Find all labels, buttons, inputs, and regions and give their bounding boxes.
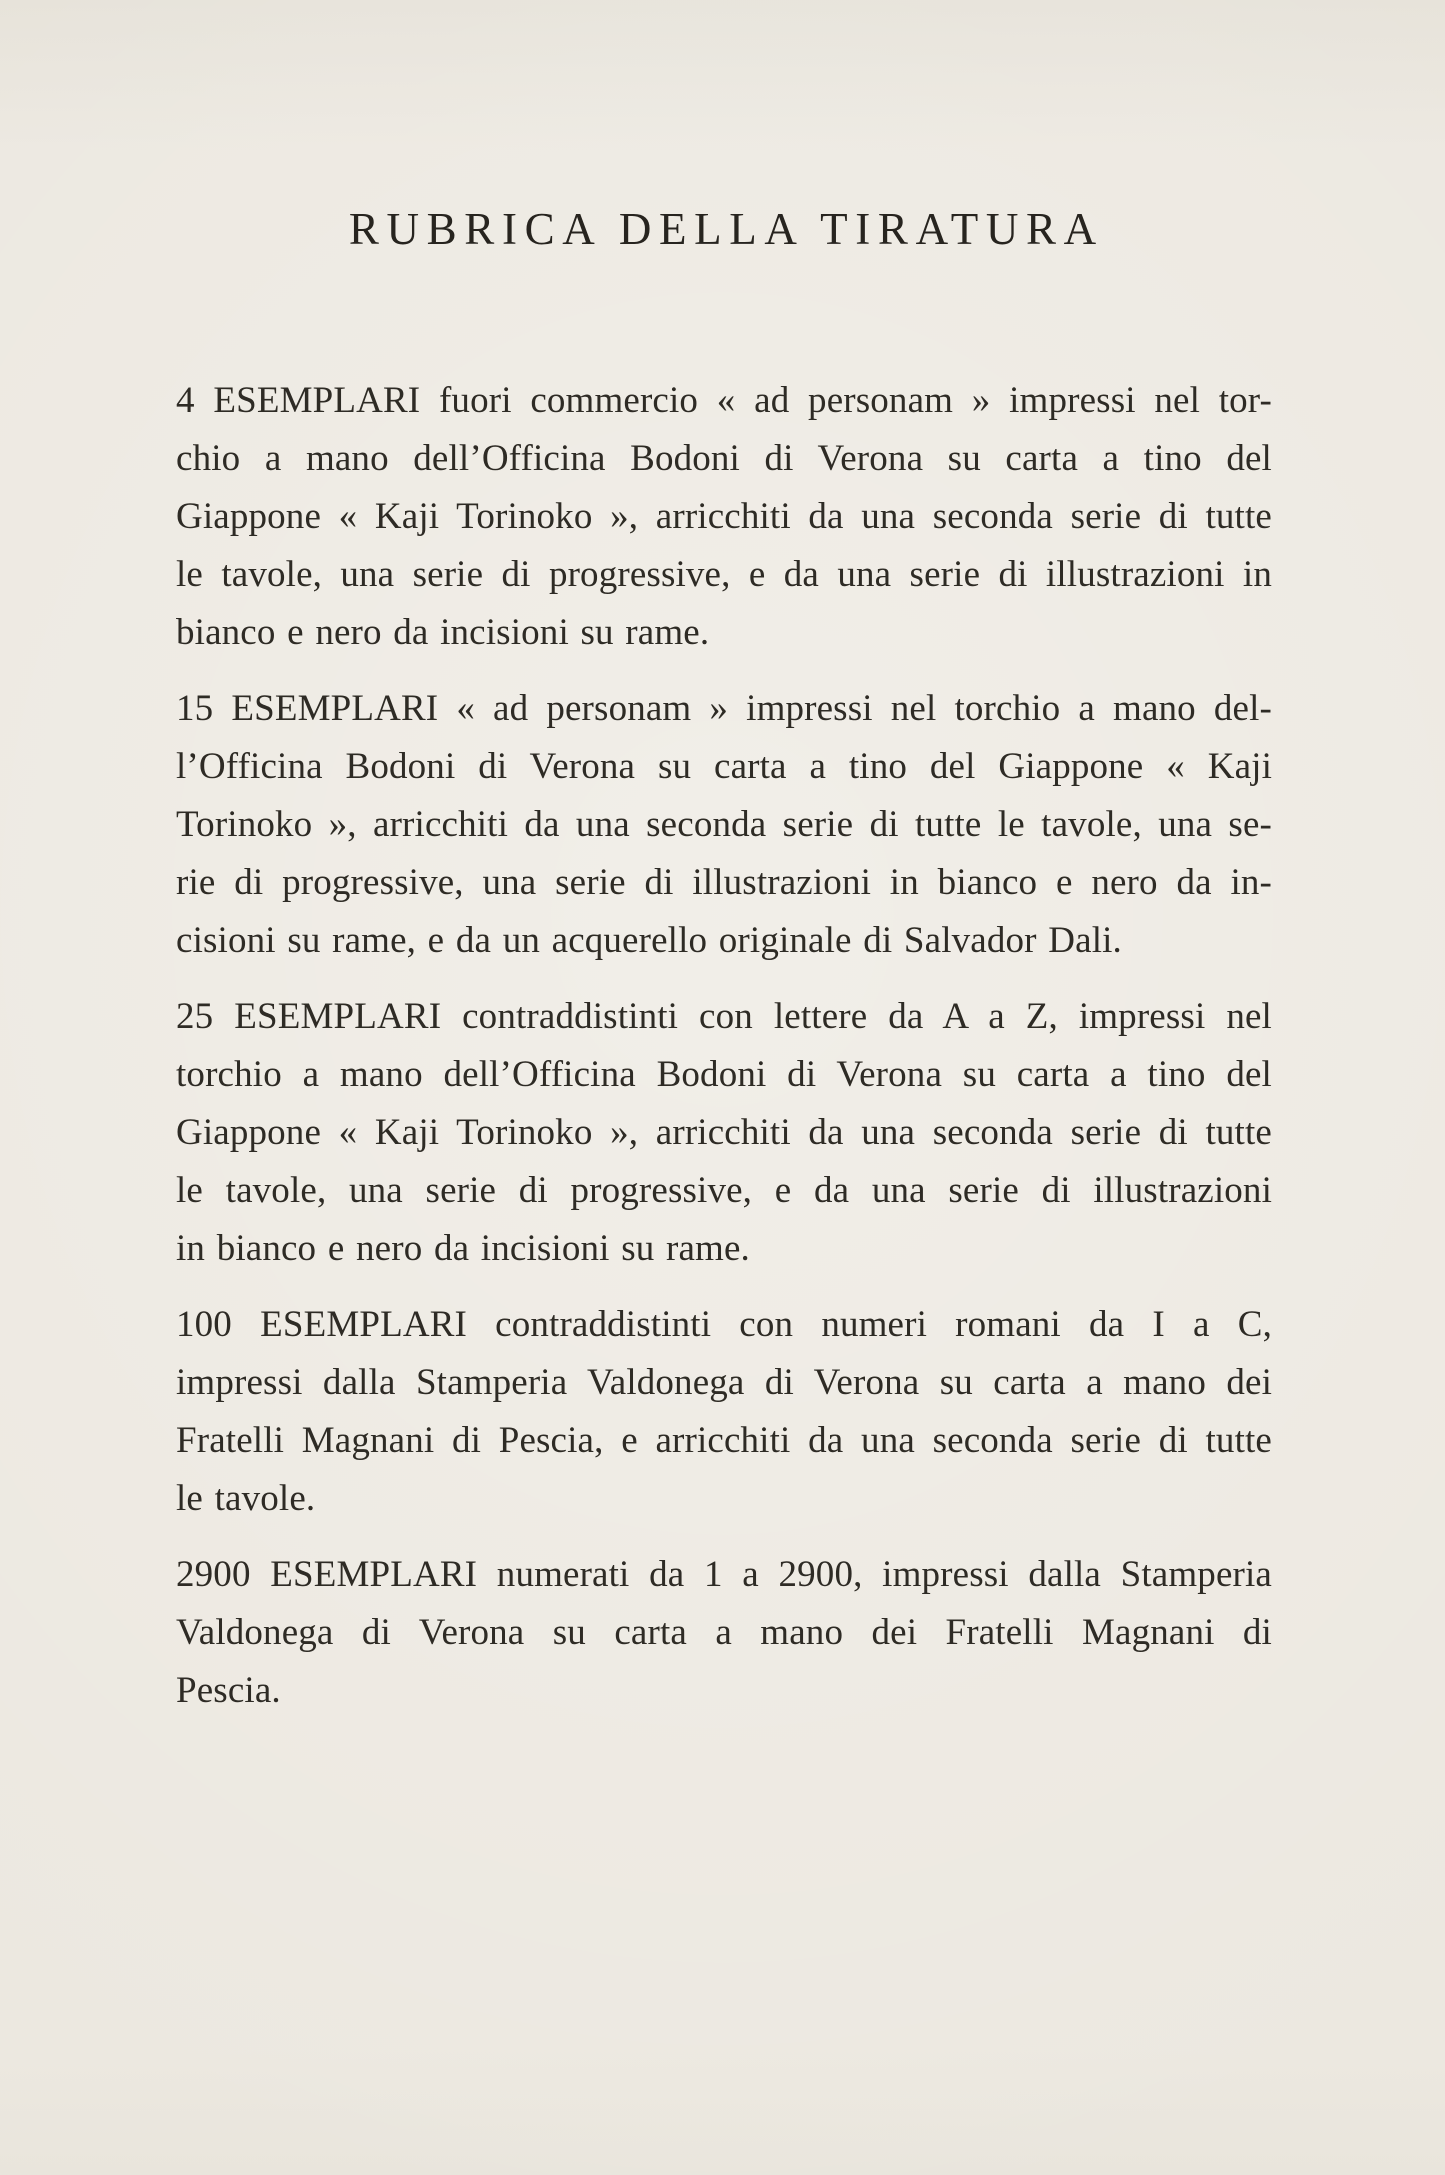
text-line: bianco e nero da incisioni su rame. <box>176 612 710 653</box>
edition-paragraph-25-esemplari <box>176 988 1272 1278</box>
text-line: torchio a mano dell’Officina Bodoni di Verona su carta a tino del <box>176 1054 1272 1095</box>
edition-paragraph-2900-esemplari <box>176 1546 1272 1720</box>
text-line: 2900 ESEMPLARI numerati da 1 a 2900, impressi dalla Stamperia <box>176 1554 1272 1595</box>
text-line: Fratelli Magnani di Pescia, e arricchiti da una seconda serie di tutte <box>176 1420 1272 1461</box>
text-line: cisioni su rame, e da un acquerello originale di Salvador Dali. <box>176 920 1122 961</box>
text-line: 100 ESEMPLARI contraddistinti con numeri romani da I a C, <box>176 1304 1272 1345</box>
edition-paragraph-100-esemplari <box>176 1296 1272 1528</box>
text-line: Torinoko », arricchiti da una seconda serie di tutte le tavole, una se- <box>176 804 1272 845</box>
text-line: Pescia. <box>176 1670 281 1711</box>
text-line: le tavole. <box>176 1478 316 1519</box>
text-line: 25 ESEMPLARI contraddistinti con lettere da A a Z, impressi nel <box>176 996 1272 1037</box>
text-line: Giappone « Kaji Torinoko », arricchiti da una seconda serie di tutte <box>176 1112 1272 1153</box>
text-line: le tavole, una serie di progressive, e da una serie di illustrazioni in <box>176 554 1272 595</box>
text-line: in bianco e nero da incisioni su rame. <box>176 1228 750 1269</box>
text-line: impressi dalla Stamperia Valdonega di Verona su carta a mano dei <box>176 1362 1272 1403</box>
page-title: RUBRICA DELLA TIRATURA <box>348 204 1104 254</box>
edition-paragraph-4-esemplari <box>176 372 1272 662</box>
text-line: 15 ESEMPLARI « ad personam » impressi nel torchio a mano del- <box>176 688 1272 729</box>
edition-paragraph-15-esemplari <box>176 680 1272 970</box>
text-line: rie di progressive, una serie di illustrazioni in bianco e nero da in- <box>176 862 1272 903</box>
limitation-text-block <box>176 372 1272 1738</box>
text-line: 4 ESEMPLARI fuori commercio « ad personam » impressi nel tor- <box>176 380 1272 421</box>
text-line: Giappone « Kaji Torinoko », arricchiti da una seconda serie di tutte <box>176 496 1272 537</box>
text-line: l’Officina Bodoni di Verona su carta a tino del Giappone « Kaji <box>176 746 1272 787</box>
text-line: Valdonega di Verona su carta a mano dei Fratelli Magnani di <box>176 1612 1272 1653</box>
text-line: chio a mano dell’Officina Bodoni di Verona su carta a tino del <box>176 438 1272 479</box>
text-line: le tavole, una serie di progressive, e da una serie di illustrazioni <box>176 1170 1272 1211</box>
